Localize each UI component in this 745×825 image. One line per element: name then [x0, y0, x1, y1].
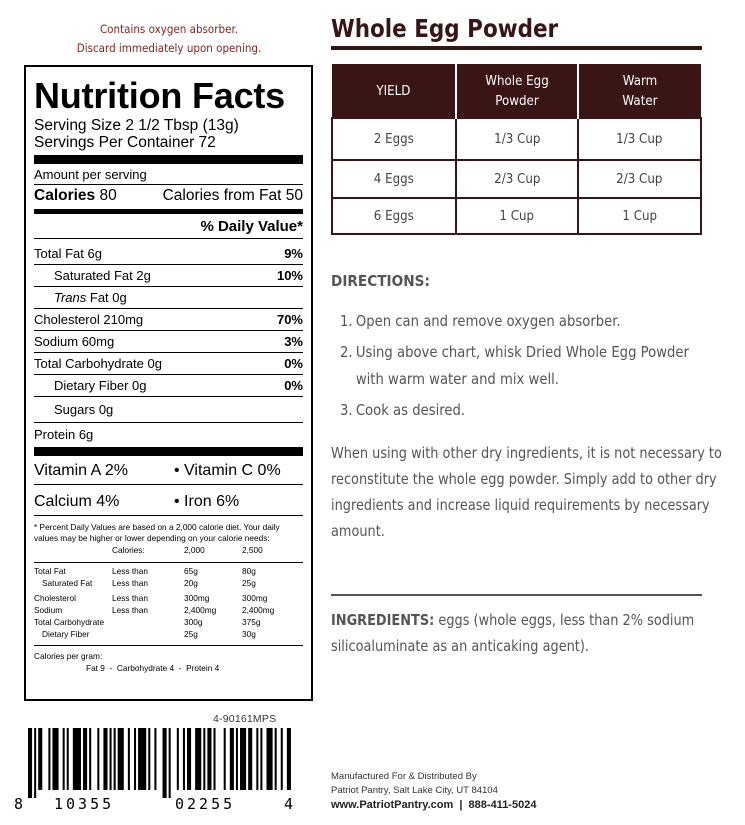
nutrient-dv: 70%: [276, 312, 303, 327]
nutrient-name: Cholesterol: [34, 312, 100, 327]
calories: [34, 185, 117, 207]
warning-line-1: Contains oxygen absorber.: [99, 22, 239, 36]
barcode-digits-group-1: 10355: [54, 795, 115, 813]
vitamin-row-1: [34, 458, 303, 485]
calories-from-fat: Calories from Fat 50: [162, 187, 303, 204]
yield-row: 6 Eggs 1 Cup 1 Cup: [332, 198, 701, 234]
lot-code: 4-90161MPS: [213, 713, 277, 725]
calcium: Calcium 4%: [34, 493, 120, 510]
directions-note: When using with other dry ingredients, it is not necessary to reconstitute the whole egg powder. Simply add to other dry ingredients and increase liquid requirements by necessary amount.: [331, 444, 722, 540]
reference-row: Total Fat Less than 65g 80g: [34, 566, 256, 576]
daily-value-header: % Daily Value*: [34, 216, 303, 239]
ingredients-label: INGREDIENTS:: [331, 611, 435, 629]
nutrient-amount: 0g: [98, 402, 114, 417]
nutrient-row-saturated-fat: [34, 265, 303, 287]
nutrient-dv: 0%: [284, 356, 303, 371]
daily-value-footnote: * Percent Daily Values are based on a 2,000 calorie diet. Your daily values may be higher or lower depending on your calorie needs:: [34, 522, 280, 543]
servings-per-container: Servings Per Container 72: [34, 134, 216, 151]
nutrient-name: Dietary Fiber: [54, 378, 129, 393]
calories-row: [34, 185, 303, 207]
nutrition-facts-panel: [24, 65, 313, 701]
header-whole-egg-powder: Whole Egg Powder: [456, 64, 578, 118]
divider-thick: [34, 155, 303, 164]
nutrient-row-sugars: [34, 397, 303, 423]
nutrient-name: Trans: [54, 290, 87, 305]
header-warm-water: Warm Water: [578, 64, 701, 118]
product-title: Whole Egg Powder: [331, 14, 559, 43]
calories-value: 80: [99, 187, 117, 204]
yield-row: 4 Eggs 2/3 Cup 2/3 Cup: [332, 160, 701, 198]
ingredients: [331, 607, 718, 659]
calories-per-gram-label: Calories per gram:: [34, 650, 103, 661]
direction-step: 3. Cook as desired.: [340, 401, 466, 419]
ingredients-divider: [331, 594, 702, 596]
reference-row: Total Carbohydrate 300g 375g: [34, 617, 261, 627]
yield-table: [331, 64, 702, 235]
nutrient-amount: Fat 0g: [89, 290, 127, 305]
website-phone[interactable]: www.PatriotPantry.com | 888-411-5024: [331, 799, 537, 811]
nutrient-amount: 60mg: [81, 334, 115, 349]
yield-table-header: [332, 64, 701, 118]
manufacturer-line-2: Patriot Pantry, Salt Lake City, UT 84104: [331, 785, 498, 796]
nutrient-row-cholesterol: [34, 309, 303, 331]
title-divider: [331, 46, 702, 50]
iron: • Iron 6%: [174, 493, 240, 510]
nutrient-row-total-fat: [34, 243, 303, 265]
nutrient-amount: 6g: [78, 427, 94, 442]
nutrient-row-dietary-fiber: [34, 375, 303, 397]
direction-step: 1. Open can and remove oxygen absorber.: [340, 312, 621, 330]
nutrient-row-protein: [34, 423, 303, 447]
nutrient-name: Protein: [34, 427, 76, 442]
nutrient-dv: 10%: [276, 268, 303, 283]
directions-heading: DIRECTIONS:: [331, 272, 430, 290]
daily-value-reference-table: [34, 544, 303, 646]
directions-steps: [340, 308, 730, 428]
nutrient-name: Sugars: [54, 402, 96, 417]
calories-per-gram: Fat 9 - Carbohydrate 4 - Protein 4: [86, 662, 220, 673]
nutrient-row-sodium: [34, 331, 303, 353]
reference-row: Sodium Less than 2,400mg 2,400mg: [34, 605, 275, 615]
direction-step: 2. Using above chart, whisk Dried Whole Egg Powder with warm water and mix well.: [340, 343, 689, 388]
warning-line-2: Discard immediately upon opening.: [76, 41, 262, 55]
header-yield: YIELD: [332, 64, 456, 118]
nutrient-name: Saturated Fat: [54, 268, 133, 283]
serving-size: Serving Size 2 1/2 Tbsp (13g): [34, 117, 239, 134]
nutrient-name: Sodium: [34, 334, 79, 349]
vitamin-row-2: [34, 489, 303, 516]
barcode-digits-group-2: 02255: [175, 795, 236, 813]
reference-row: Cholesterol Less than 300mg 300mg: [34, 593, 268, 603]
nutrient-dv: 0%: [284, 378, 303, 393]
barcode-digit-first: 8: [14, 795, 25, 813]
manufacturer-info: [331, 770, 536, 812]
nutrient-dv: 3%: [284, 334, 303, 349]
nutrient-name: Total Carbohydrate: [34, 356, 144, 371]
nutrient-amount: 2g: [136, 268, 151, 283]
nutrient-amount: 210mg: [103, 312, 144, 327]
vitamin-c: • Vitamin C 0%: [174, 462, 281, 479]
nutrient-dv: 9%: [284, 246, 303, 261]
divider-medium: [34, 209, 303, 214]
nutrient-amount: 0g: [132, 378, 147, 393]
oxygen-absorber-warning: [39, 20, 298, 58]
barcode-digit-last: 4: [284, 795, 295, 813]
barcode-icon: [28, 728, 293, 798]
yield-row: 2 Eggs 1/3 Cup 1/3 Cup: [332, 118, 701, 160]
nutrient-name: Total Fat: [34, 246, 84, 261]
reference-header: Calories: 2,000 2,500: [112, 545, 263, 555]
nutrient-amount: 6g: [87, 246, 102, 261]
calories-label: Calories: [34, 187, 96, 204]
reference-row: Saturated Fat Less than 20g 25g: [42, 578, 256, 588]
nutrient-row-trans-fat: [34, 287, 303, 309]
manufacturer-line-1: Manufactured For & Distributed By: [331, 771, 477, 782]
reference-row: Dietary Fiber 25g 30g: [42, 629, 256, 639]
amount-per-serving: [34, 166, 303, 185]
nutrition-facts-title: Nutrition Facts: [34, 75, 286, 116]
nutrient-row-total-carbohydrate: [34, 353, 303, 375]
nutrient-amount: 0g: [147, 356, 162, 371]
divider-thick: [34, 447, 303, 456]
amount-per-serving-label: Amount per serving: [34, 167, 147, 182]
ingredients-text: eggs (whole eggs, less than 2% sodium silicoaluminate as an anticaking agent).: [331, 611, 695, 655]
vitamin-a: Vitamin A 2%: [34, 462, 128, 479]
